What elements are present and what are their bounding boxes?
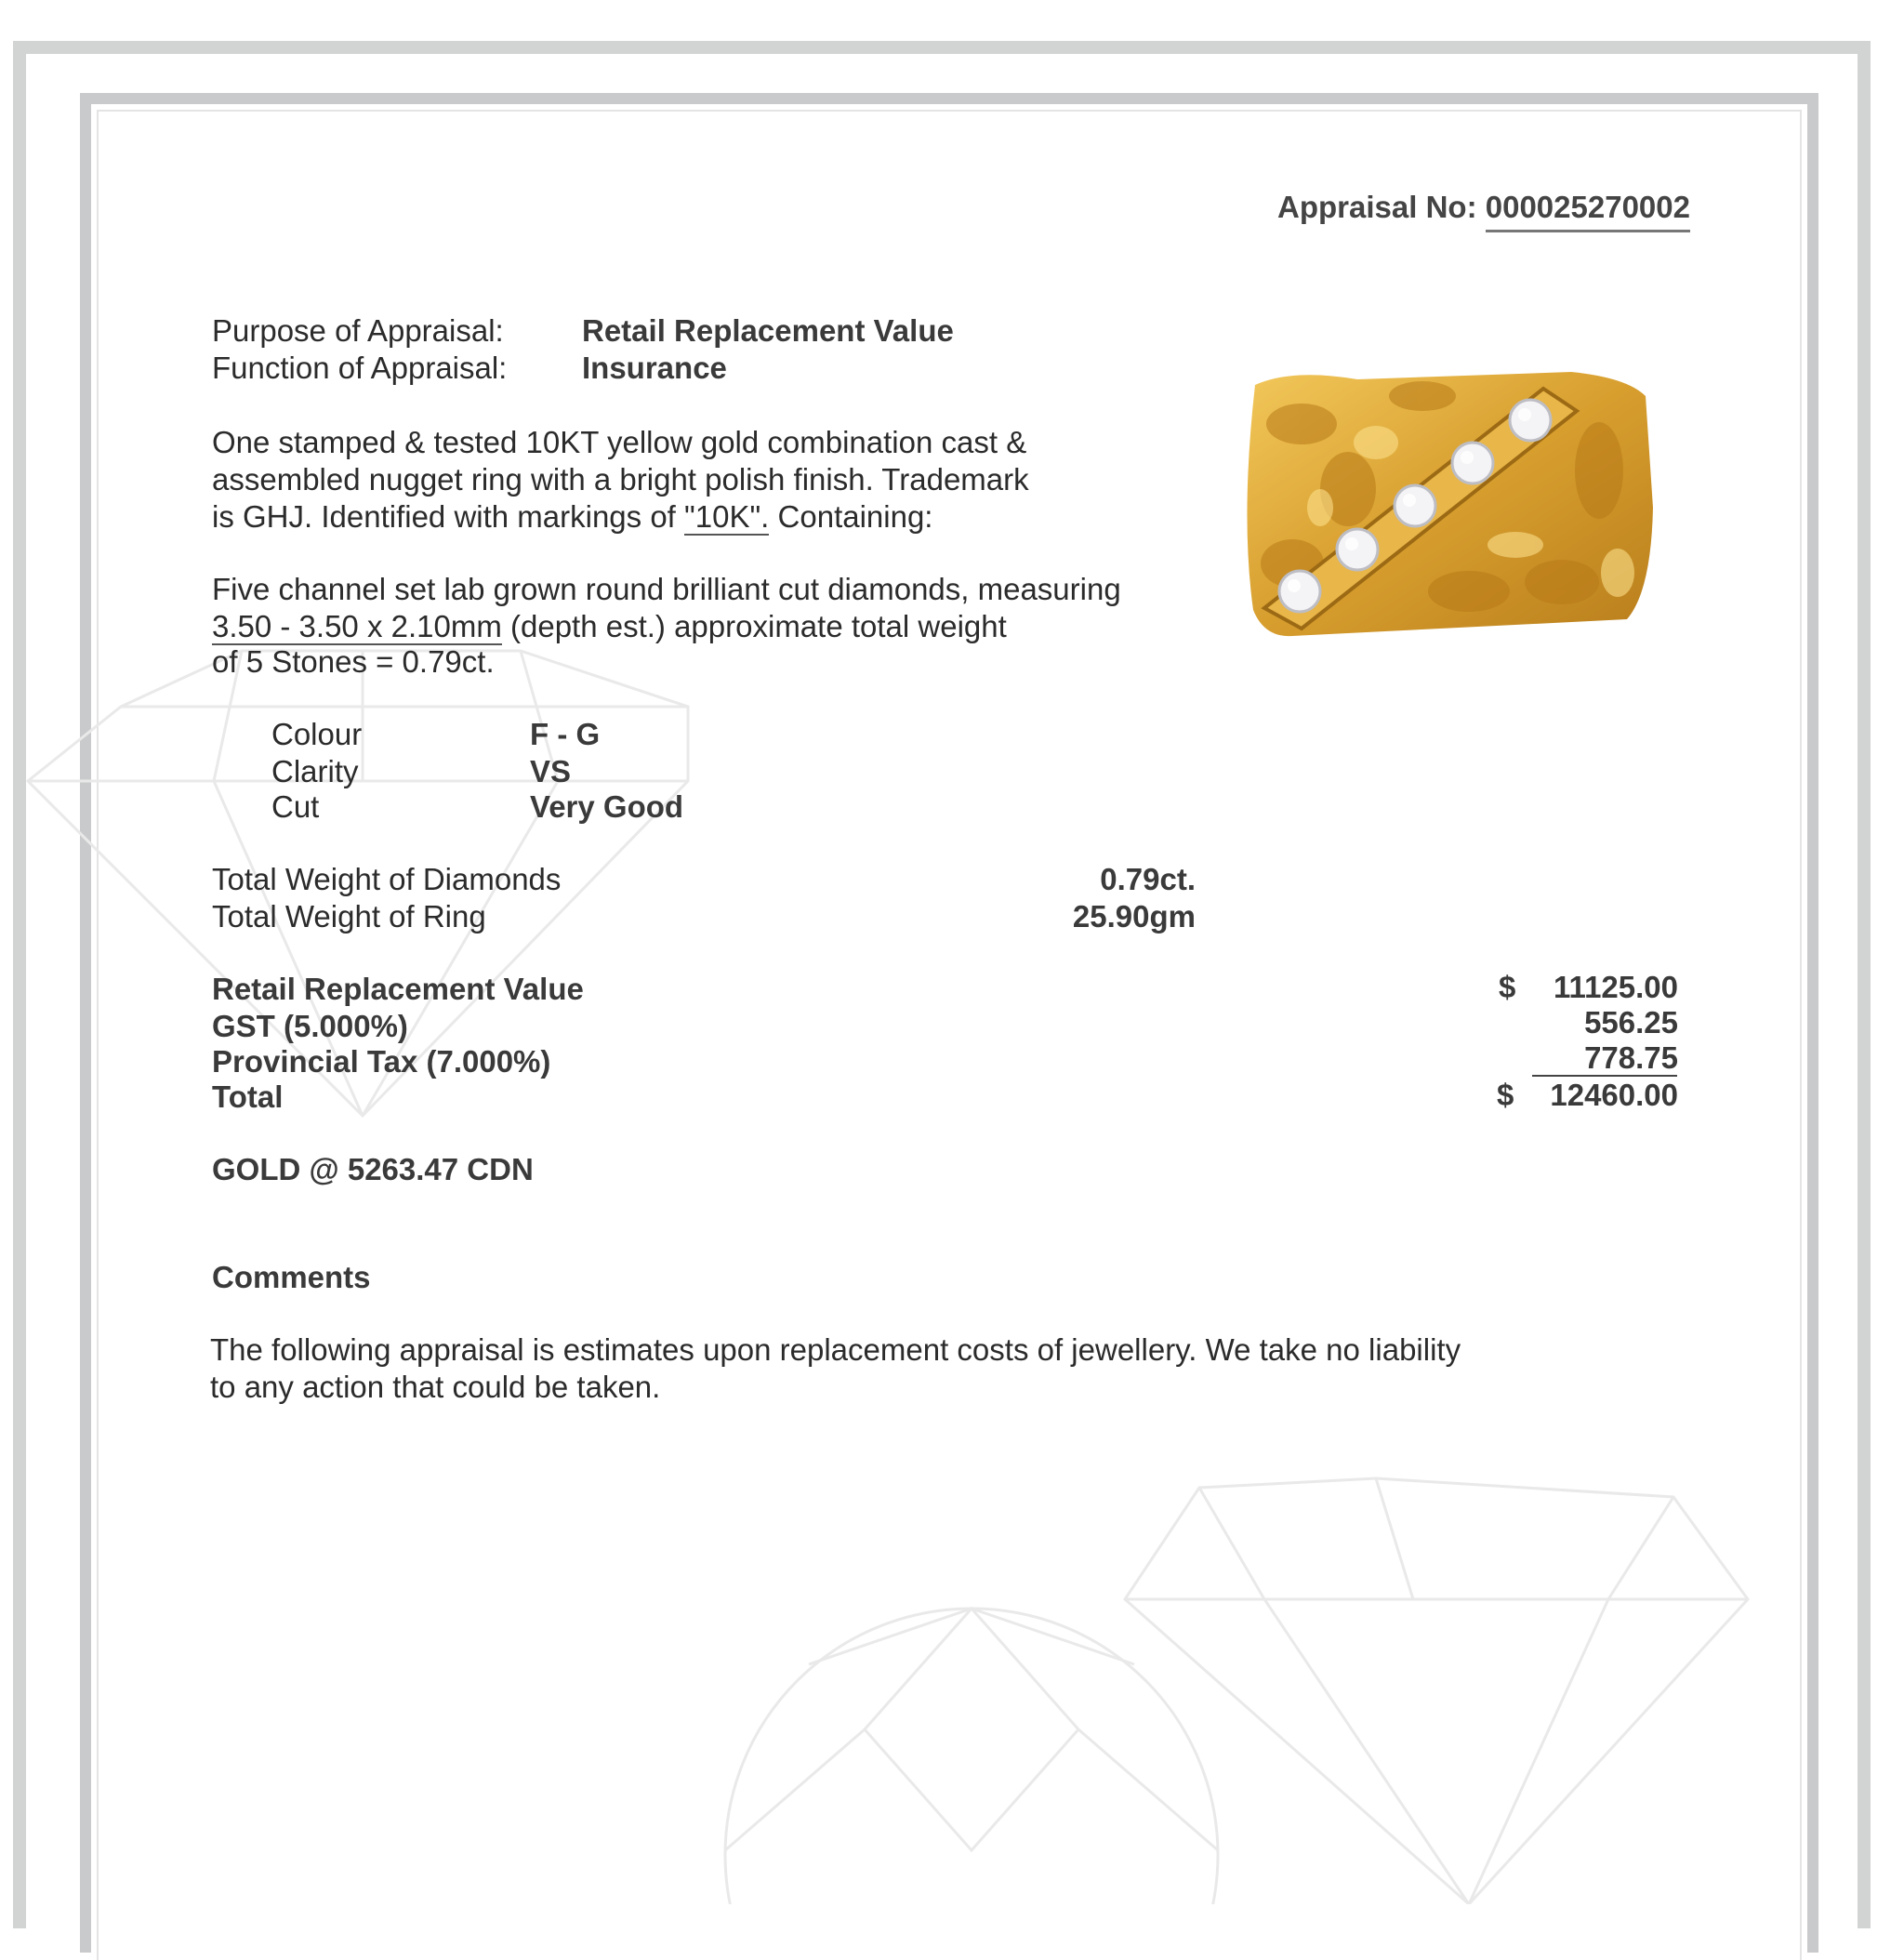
provincial-tax-label: Provincial Tax (7.000%) <box>212 1044 551 1079</box>
purpose-label: Purpose of Appraisal: <box>212 313 504 348</box>
appraisal-number-label: Appraisal No: <box>1277 190 1477 224</box>
purpose-value: Retail Replacement Value <box>582 313 954 348</box>
gold-price: GOLD @ 5263.47 CDN <box>212 1152 534 1186</box>
function-value: Insurance <box>582 351 727 385</box>
diamond-weight-value: 0.79ct. <box>1100 862 1196 896</box>
grading-clarity-value: VS <box>530 754 572 788</box>
grading-colour-value: F - G <box>530 717 601 751</box>
description-line-3 <box>212 498 932 536</box>
ring-weight-label: Total Weight of Ring <box>212 899 486 934</box>
retail-value: 11125.00 <box>1554 970 1678 1004</box>
provincial-tax-value: 778.75 <box>1584 1040 1678 1075</box>
retail-currency: $ <box>1499 970 1516 1004</box>
stones-line-3: of 5 Stones = 0.79ct. <box>212 644 495 679</box>
appraisal-number-block <box>1277 190 1690 225</box>
gst-value: 556.25 <box>1584 1005 1678 1040</box>
description-line-3-post: Containing: <box>769 499 933 534</box>
grading-clarity-label: Clarity <box>271 754 359 788</box>
grading-colour-label: Colour <box>271 717 363 751</box>
ring-photo <box>1236 359 1664 647</box>
description-line-2: assembled nugget ring with a bright polish finish. Trademark <box>212 462 1029 497</box>
stones-line-1: Five channel set lab grown round brilliant cut diamonds, measuring <box>212 572 1121 606</box>
gst-label: GST (5.000%) <box>212 1009 408 1043</box>
stone-measurements: 3.50 - 3.50 x 2.10mm <box>212 609 502 643</box>
diamond-weight-label: Total Weight of Diamonds <box>212 862 562 896</box>
comments-heading: Comments <box>212 1260 371 1294</box>
retail-value-label: Retail Replacement Value <box>212 972 584 1006</box>
total-currency: $ <box>1497 1078 1514 1112</box>
description-line-1: One stamped & tested 10KT yellow gold combination cast & <box>212 425 1027 459</box>
appraisal-number: 000025270002 <box>1486 190 1690 232</box>
grading-cut-value: Very Good <box>530 789 684 824</box>
grading-cut-label: Cut <box>271 789 320 824</box>
total-label: Total <box>212 1079 284 1114</box>
description-line-3-pre: is GHJ. Identified with markings of <box>212 499 685 534</box>
comments-line-1: The following appraisal is estimates upon replacement costs of jewellery. We take no liability <box>210 1332 1461 1367</box>
total-value: 12460.00 <box>1550 1078 1678 1112</box>
comments-line-2: to any action that could be taken. <box>210 1370 661 1404</box>
ring-weight-value: 25.90gm <box>1072 899 1196 934</box>
stones-line-2 <box>212 608 1007 645</box>
marking-text: "10K". <box>684 499 770 534</box>
function-label: Function of Appraisal: <box>212 351 508 385</box>
stones-line-2-post: (depth est.) approximate total weight <box>501 609 1007 643</box>
